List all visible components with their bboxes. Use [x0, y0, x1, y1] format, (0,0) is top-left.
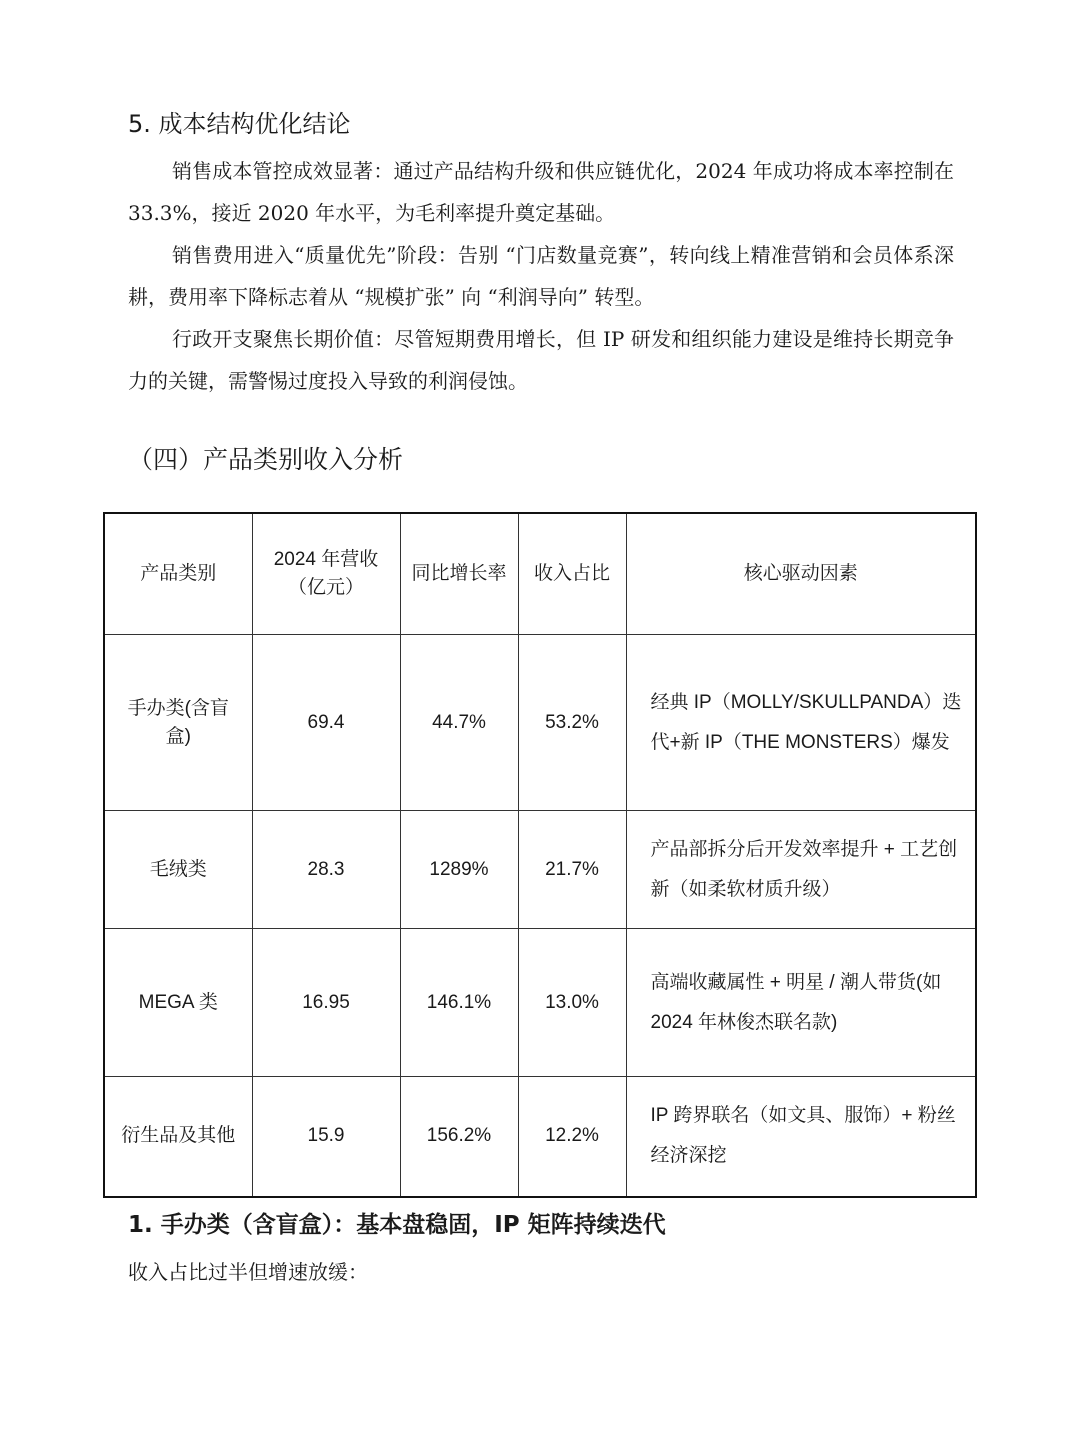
cell-growth: 146.1%	[400, 929, 518, 1077]
cell-category: 毛绒类	[104, 811, 252, 929]
cell-revenue: 16.95	[252, 929, 400, 1077]
header-revenue: 2024 年营收（亿元）	[252, 513, 400, 635]
cell-driver: 高端收藏属性 + 明星 / 潮人带货(如 2024 年林俊杰联名款)	[626, 929, 976, 1077]
cell-share: 13.0%	[518, 929, 626, 1077]
table-row	[104, 1077, 976, 1197]
cell-category: MEGA 类	[104, 929, 252, 1077]
paragraph-revenue-share: 收入占比过半但增速放缓：	[128, 1260, 368, 1284]
header-category: 产品类别	[104, 513, 252, 635]
product-revenue-table	[103, 512, 977, 1198]
header-share: 收入占比	[518, 513, 626, 635]
table-header-row	[104, 513, 976, 635]
header-growth: 同比增长率	[400, 513, 518, 635]
paragraph-admin-expense: 行政开支聚焦长期价值：尽管短期费用增长，但 IP 研发和组织能力建设是维持长期竞争力的关键，需警惕过度投入导致的利润侵蚀。	[128, 327, 954, 393]
cell-revenue: 69.4	[252, 635, 400, 811]
cell-share: 21.7%	[518, 811, 626, 929]
header-driver: 核心驱动因素	[626, 513, 976, 635]
cell-share: 53.2%	[518, 635, 626, 811]
paragraph-sales-cost: 销售成本管控成效显著：通过产品结构升级和供应链优化，2024 年成功将成本率控制在 33.3%，接近 2020 年水平，为毛利率提升奠定基础。	[128, 159, 954, 225]
table-row	[104, 929, 976, 1077]
cell-growth: 44.7%	[400, 635, 518, 811]
cell-category: 衍生品及其他	[104, 1077, 252, 1197]
table-row	[104, 635, 976, 811]
section-heading-cost-structure: 5. 成本结构优化结论	[128, 110, 351, 138]
cell-driver: 经典 IP（MOLLY/SKULLPANDA）迭代+新 IP（THE MONSTERS）爆发	[626, 635, 976, 811]
cell-category: 手办类(含盲盒)	[104, 635, 252, 811]
cell-revenue: 28.3	[252, 811, 400, 929]
cell-share: 12.2%	[518, 1077, 626, 1197]
cell-driver: IP 跨界联名（如文具、服饰）+ 粉丝经济深挖	[626, 1077, 976, 1197]
cell-revenue: 15.9	[252, 1077, 400, 1197]
section-heading-product-revenue: （四）产品类别收入分析	[128, 445, 404, 474]
subsection-heading-figures: 1. 手办类（含盲盒）：基本盘稳固，IP 矩阵持续迭代	[128, 1212, 666, 1238]
cell-growth: 1289%	[400, 811, 518, 929]
paragraph-sales-expense: 销售费用进入“质量优先”阶段：告别 “门店数量竞赛”，转向线上精准营销和会员体系深耕，费用率下降标志着从 “规模扩张” 向 “利润导向” 转型。	[128, 243, 954, 309]
table-row	[104, 811, 976, 929]
cell-driver: 产品部拆分后开发效率提升 + 工艺创新（如柔软材质升级）	[626, 811, 976, 929]
cell-growth: 156.2%	[400, 1077, 518, 1197]
